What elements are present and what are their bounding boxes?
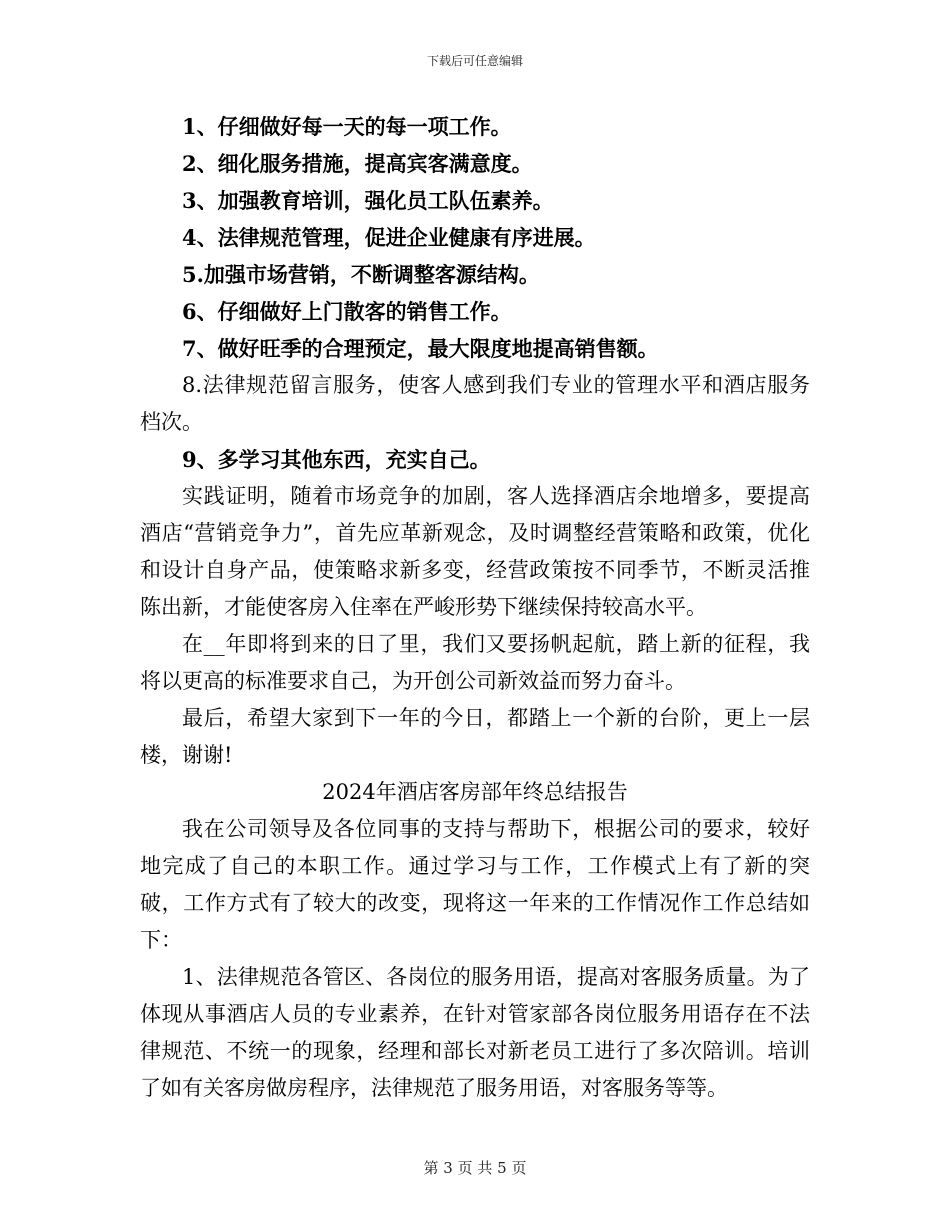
paragraph-3: 3、加强教育培训，强化员工队伍素养。: [182, 188, 554, 213]
paragraph-4: 4、法律规范管理，促进企业健康有序进展。: [182, 225, 596, 250]
paragraph-8: 8.法律规范留言服务，使客人感到我们专业的管理水平和酒店服务档次。: [140, 373, 810, 434]
paragraph-1: 1、仔细做好每一天的每一项工作。: [182, 114, 512, 139]
paragraph-9: 9、多学习其他东西，充实自己。: [182, 447, 491, 472]
page-header: 下载后可任意编辑: [426, 54, 523, 68]
paragraph-10: 实践证明，随着市场竞争的加剧，客人选择酒店余地增多，要提高酒店“营销竞争力”，首先应革新观念，及时调整经营策略和政策，优化和设计自身产品，使策略求新多变，经营政策按不同季节，不断灵活推陈出新，才能使客房入住率在严峻形势下继续保持较高水平。: [140, 484, 810, 619]
section-paragraph-2: 1、法律规范各管区、各岗位的服务用语，提高对客服务质量。为了体现从事酒店人员的专业素养，在针对管家部各岗位服务用语存在不法律规范、不统一的现象，经理和部长对新老员工进行了多次陪训。培训了如有关客房做房程序，法律规范了服务用语，对客服务等等。: [140, 965, 810, 1100]
paragraph-11: 在__年即将到来的日了里，我们又要扬帆起航，踏上新的征程，我将以更高的标准要求自己，为开创公司新效益而努力奋斗。: [140, 632, 810, 693]
paragraph-12: 最后，希望大家到下一年的今日，都踏上一个新的台阶，更上一层楼，谢谢!: [140, 706, 810, 767]
section-paragraph-1: 我在公司领导及各位同事的支持与帮助下，根据公司的要求，较好地完成了自己的本职工作。通过学习与工作，工作模式上有了新的突破，工作方式有了较大的改变，现将这一年来的工作情况作工作总结如下：: [140, 817, 810, 952]
paragraph-7: 7、做好旺季的合理预定，最大限度地提高销售额。: [182, 336, 659, 361]
document-body: [140, 108, 810, 1107]
page-footer: 第 3 页 共 5 页: [423, 1159, 527, 1177]
section-title: 2024年酒店客房部年终总结报告: [322, 780, 628, 804]
paragraph-2: 2、细化服务措施，提高宾客满意度。: [182, 151, 533, 176]
paragraph-5: 5.加强市场营销，不断调整客源结构。: [182, 262, 540, 287]
paragraph-6: 6、仔细做好上门散客的销售工作。: [182, 299, 512, 324]
